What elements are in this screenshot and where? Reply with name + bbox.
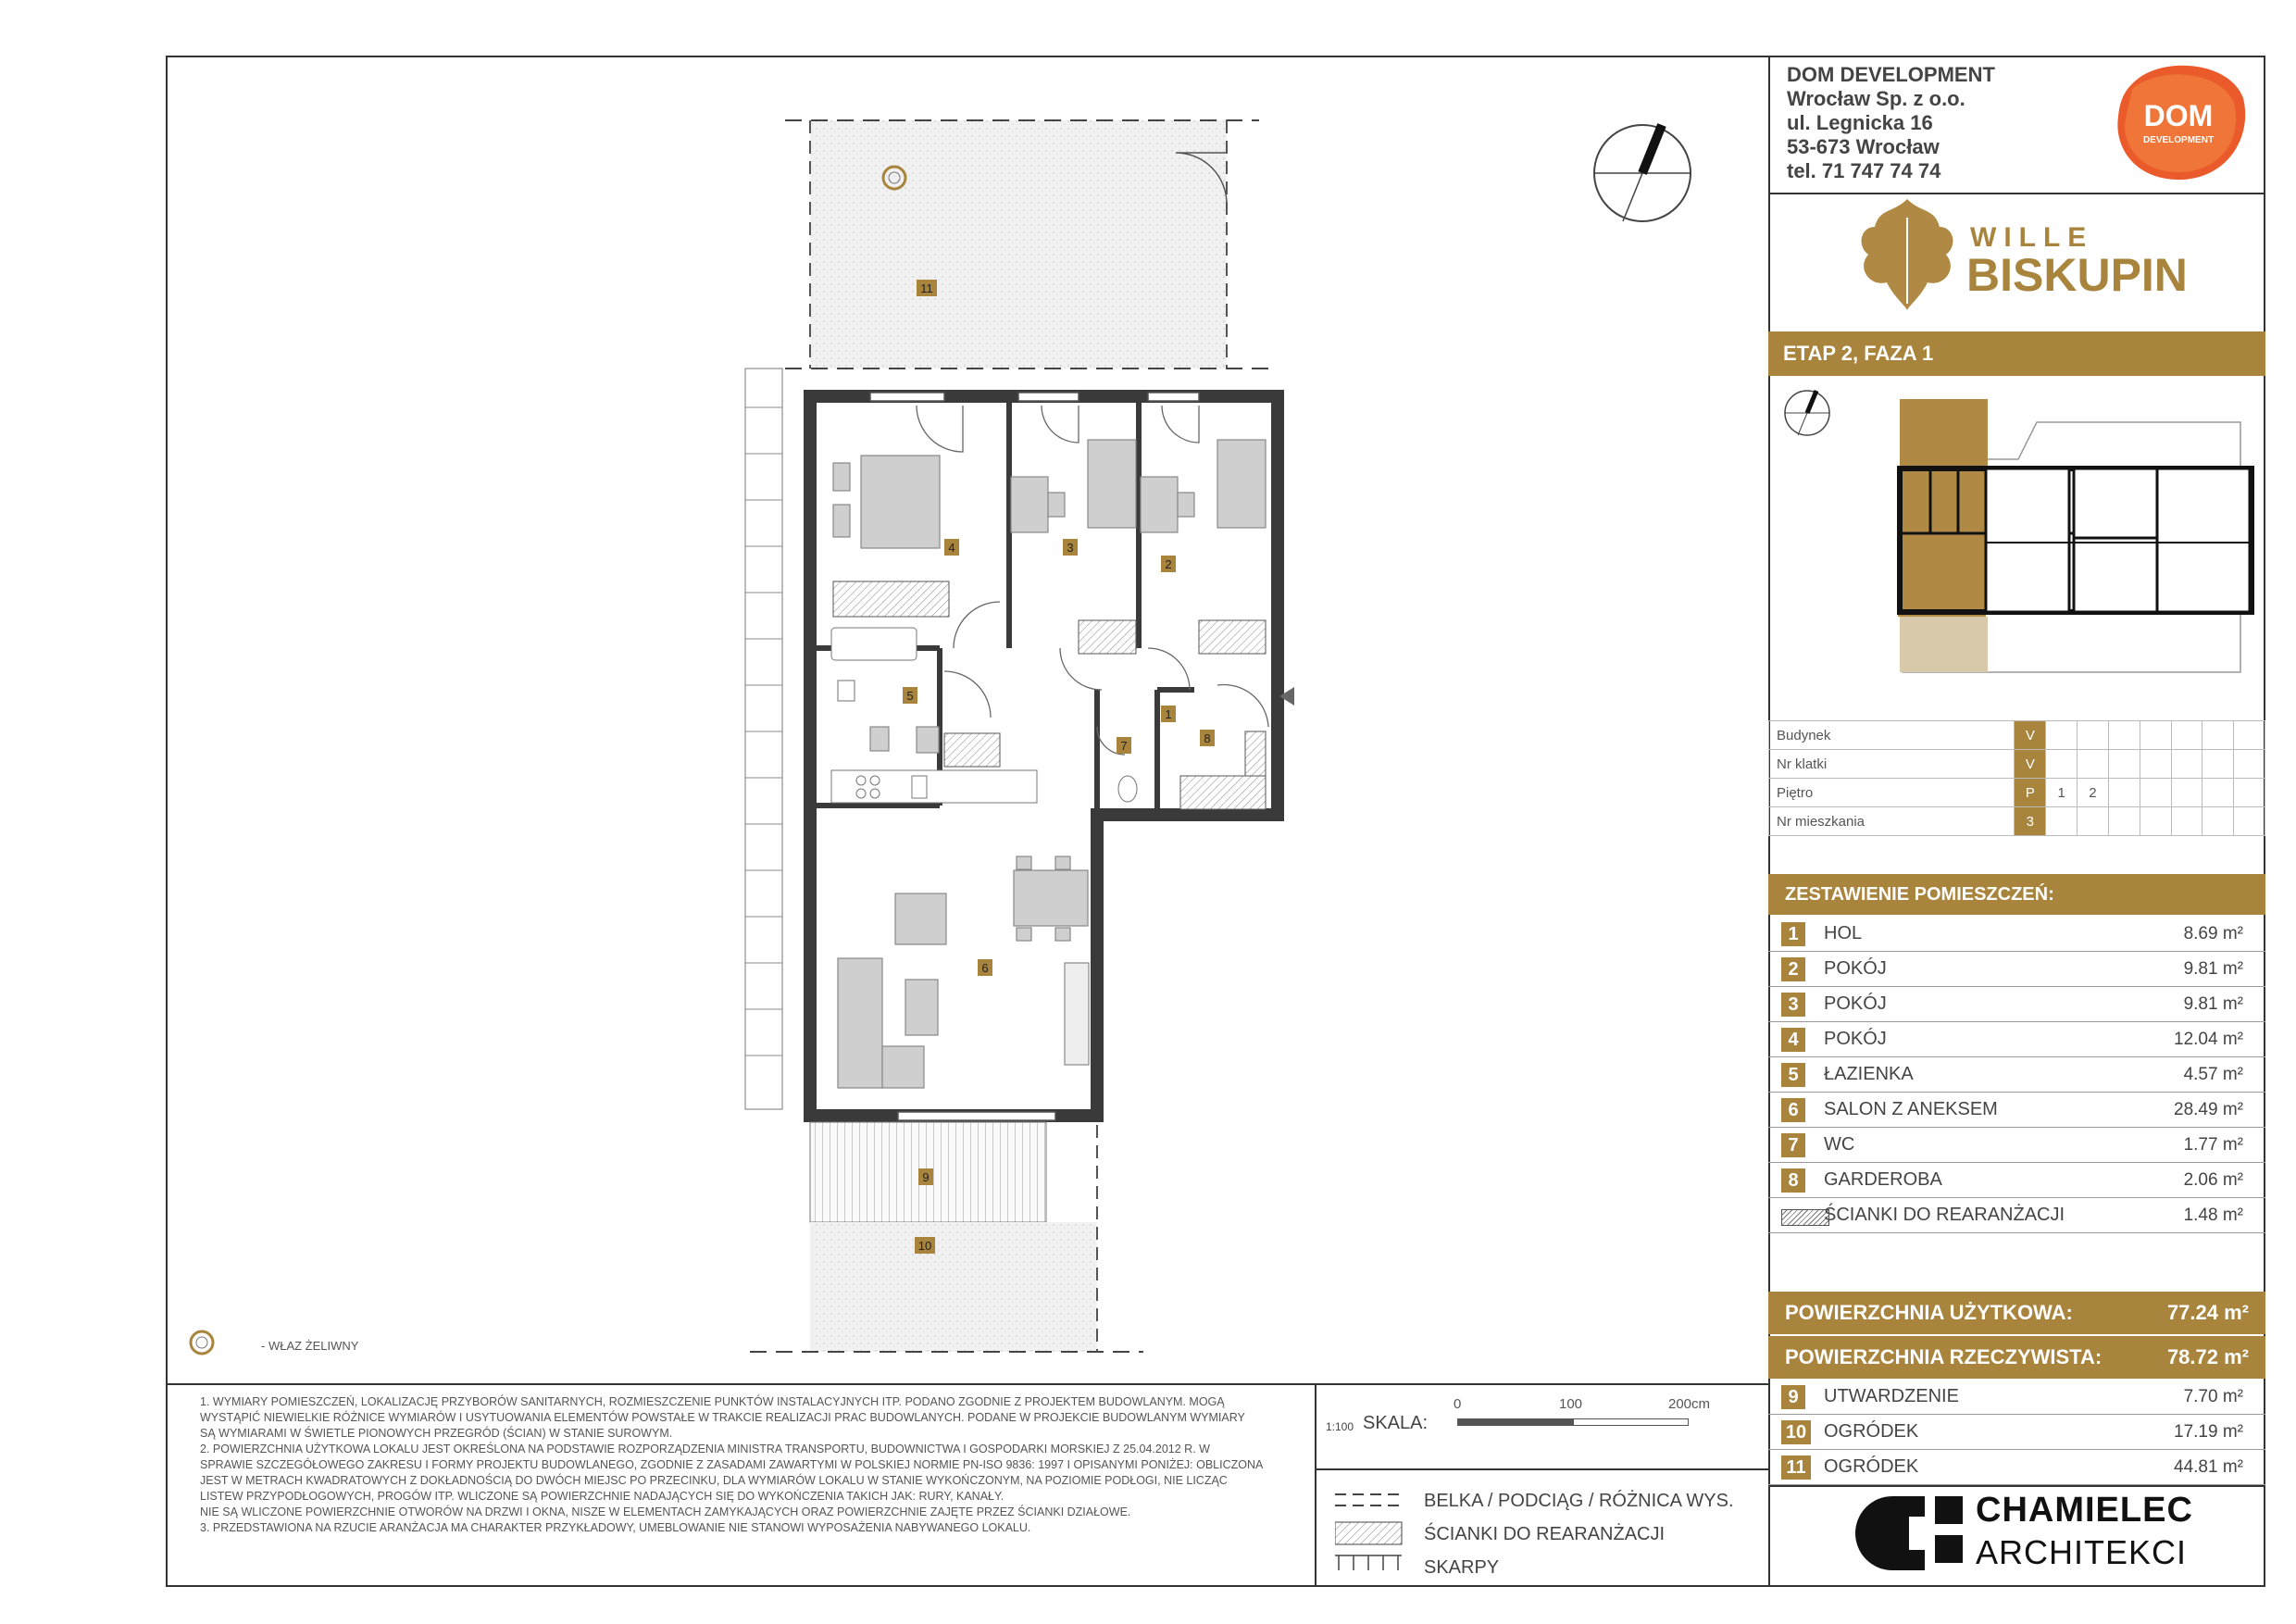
actual-label: POWIERZCHNIA RZECZYWISTA:	[1785, 1345, 2103, 1368]
garden-10	[810, 1222, 1097, 1352]
company-phone: tel. 71 747 74 74	[1787, 159, 1941, 182]
scale-label: SKALA:	[1363, 1413, 1429, 1433]
compass-icon	[1594, 125, 1691, 221]
svg-text:4: 4	[948, 541, 955, 555]
notes: 1. WYMIARY POMIESZCZEŃ, LOKALIZACJĘ PRZYBORÓW SANITARNYCH, ROZMIESZCZENIE PUNKTÓW INSTALACYJNYCH ITP. PODANO ZGODNIE Z PROJEKTEM BUDOWLANYM. MOGĄ WYSTĄPIĆ NIEWIELKIE RÓŻNICE WYMIARÓW I USYTUOWANIA ELEMENTÓW POWSTAŁE W TRAKCIE REALIZACJI PRAC BUDOWLANYCH. PODANE W PROJEKCIE BUDOWLANYM WYMIARY SĄ WYMIARAMI W ŚWIETLE PIONOWYCH PRZEGRÓD (ŚCIAN) W STANIE SUROWYM. 2. POWIERZCHNIA UŻYTKOWA LOKALU JEST OKREŚLONA NA PODSTAWIE ROZPORZĄDZENIA MINISTRA TRANSPORTU, BUDOWNICTWA I GOSPODARKI MORSKIEJ Z 25.04.2012 R. W SPRAWIE SZCZEGÓŁOWEGO ZAKRESU I FORMY PROJEKTU BUDOWLANEGO, ZGODNIE Z ZASADAMI ZAWARTYMI W POLSKIEJ NORMIE PN-ISO 9836: 1997 I OPISANYMI PONIŻEJ: OBLICZONA JEST W METRACH KWADRATOWYCH Z DOKŁADNOŚCIĄ DO DWÓCH MIEJSC PO PRZECINKU, DLA WYMIARÓW LOKALU W STANIE WYKOŃCZONYM, NA POZIOMIE PODŁOGI, NIE LICZĄC LISTEW PRZYPODŁOGOWYCH, PROGÓW ITP. WLICZONE SĄ POWIERZCHNIE NADAJĄCYCH SIĘ DO WYKOŃCZENIA TAKICH JAK: RURY, KANAŁY. NIE SĄ WLICZONE POWIERZCHNIE OTWORÓW NA DRZWI I OKNA, NISZE W ELEMENTACH ZAMYKAJĄCYCH ORAZ POWIERZCHNIE ZAJĘTE PRZEZ ŚCIANKI DZIAŁOWE. 3. PRZEDSTAWIONA NA RZUCIE ARANŻACJA MA CHARAKTER PRZYKŁADOWY, UMEBLOWANIE NIE STANOWI WYPOSAŻENIA NABYWANEGO LOKALU.	[200, 1395, 1264, 1534]
svg-text:2: 2	[1165, 557, 1172, 571]
svg-text:3: 3	[1067, 541, 1074, 555]
armchair	[895, 893, 946, 944]
location-table	[1768, 720, 2265, 836]
room-row: 6 SALON Z ANEKSEM 28.49 m²	[1768, 1093, 2265, 1128]
tag-8	[1200, 730, 1215, 746]
rooms-title: ZESTAWIENIE POMIESZCZEŃ:	[1768, 874, 2265, 915]
slope-left	[745, 369, 782, 1109]
actual-area-bar	[1768, 1336, 2265, 1379]
floor-p: P	[2015, 779, 2046, 807]
svg-text:DEVELOPMENT: DEVELOPMENT	[2142, 135, 2215, 145]
company-name: DOM DEVELOPMENT	[1787, 63, 1995, 86]
hatch-swatch	[1781, 1209, 1829, 1226]
building-label: Budynek	[1769, 721, 2015, 750]
floor-1: 1	[2046, 779, 2078, 807]
garden-11	[810, 120, 1227, 369]
scale-legend-box	[1315, 1383, 1770, 1587]
scale-prefix: 1:100	[1326, 1420, 1354, 1433]
outdoor-row: 11 OGRÓDEK 44.81 m²	[1768, 1450, 2265, 1485]
scale-t2: 200cm	[1668, 1396, 1711, 1412]
building-value: V	[2015, 721, 2046, 750]
room-row: 5 ŁAZIENKA 4.57 m²	[1768, 1057, 2265, 1093]
svg-text:10: 10	[917, 1239, 932, 1253]
scale-t0: 0	[1454, 1396, 1462, 1412]
svg-text:6: 6	[981, 961, 989, 975]
room-row: 2 POKÓJ 9.81 m²	[1768, 952, 2265, 987]
bed-room-2	[1217, 440, 1266, 528]
beam-legend-icon	[1335, 1494, 1404, 1505]
company-entity: Wrocław Sp. z o.o.	[1787, 87, 1965, 110]
outdoor-list	[1768, 1380, 2265, 1485]
company-info	[1787, 63, 1995, 183]
room-row: 7 WC 1.77 m²	[1768, 1128, 2265, 1163]
svg-text:9: 9	[922, 1170, 930, 1184]
stair-label: Nr klatki	[1769, 750, 2015, 779]
room-row: 1 HOL 8.69 m²	[1768, 917, 2265, 952]
manhole-legend: - WŁAZ ŻELIWNY	[261, 1339, 359, 1353]
svg-text:DOM: DOM	[2143, 99, 2214, 132]
chamielec-logo	[1855, 1491, 2193, 1575]
svg-text:8: 8	[1204, 731, 1211, 745]
tag-6	[978, 959, 992, 976]
legend-beam: BELKA / PODCIĄG / RÓŻNICA WYS.	[1424, 1491, 1734, 1511]
tag-10	[915, 1237, 935, 1254]
architect-line1: CHAMIELEC	[1976, 1491, 2193, 1530]
oak-leaf-icon	[1852, 194, 1963, 315]
tag-7	[1117, 737, 1131, 754]
scale-t1: 100	[1559, 1396, 1583, 1412]
desk-room-3	[1011, 477, 1048, 532]
usable-value: 77.24 m²	[2166, 1301, 2249, 1324]
outdoor-row: 10 OGRÓDEK 17.19 m²	[1768, 1415, 2265, 1450]
company-street: ul. Legnicka 16	[1787, 111, 1933, 134]
tag-4	[944, 539, 959, 556]
tag-2	[1161, 556, 1176, 572]
room-row: 8 GARDEROBA 2.06 m²	[1768, 1163, 2265, 1198]
wille-biskupin-logo	[1852, 194, 2188, 319]
tag-9	[918, 1168, 933, 1185]
coffee-table	[905, 980, 938, 1035]
project-line1: WILLE	[1970, 222, 2094, 253]
outdoor-row: 9 UTWARDZENIE 7.70 m²	[1768, 1380, 2265, 1415]
partition-legend-icon	[1335, 1522, 1402, 1544]
room-row: 3 POKÓJ 9.81 m²	[1768, 987, 2265, 1022]
usable-label: POWIERZCHNIA UŻYTKOWA:	[1785, 1301, 2073, 1324]
legend-slopes: SKARPY	[1424, 1557, 1500, 1578]
actual-value: 78.72 m²	[2166, 1345, 2249, 1368]
svg-text:5: 5	[906, 689, 914, 703]
legend-partitions: ŚCIANKI DO REARANŻACJI	[1424, 1524, 1666, 1544]
room-row: 4 POKÓJ 12.04 m²	[1768, 1022, 2265, 1057]
company-city: 53-673 Wrocław	[1787, 135, 1940, 158]
etap-bar: ETAP 2, FAZA 1	[1768, 331, 2265, 376]
key-compass-icon	[1785, 391, 1829, 435]
dining-table	[1014, 870, 1088, 926]
bed-room-4	[861, 456, 940, 548]
floor-2: 2	[2078, 779, 2109, 807]
tag-11	[917, 280, 937, 296]
architect-line2: ARCHITEKCI	[1976, 1533, 2188, 1571]
tag-3	[1063, 539, 1078, 556]
floor-label: Piętro	[1769, 779, 2015, 807]
flat-label: Nr mieszkania	[1769, 807, 2015, 836]
svg-text:11: 11	[920, 281, 933, 295]
dom-development-logo	[2109, 61, 2248, 181]
svg-text:7: 7	[1120, 739, 1128, 753]
scale-bar	[1457, 1418, 1573, 1426]
flat-value: 3	[2015, 807, 2046, 836]
sofa	[838, 958, 882, 1088]
usable-area-bar	[1768, 1292, 2265, 1334]
bed-room-3	[1088, 440, 1136, 528]
rooms-list	[1768, 917, 2265, 1233]
tag-5	[903, 687, 917, 704]
bathtub	[831, 628, 917, 660]
tag-1	[1161, 706, 1176, 722]
project-line2: BISKUPIN	[1966, 249, 2188, 301]
svg-text:1: 1	[1165, 707, 1172, 721]
partition-row: ŚCIANKI DO REARANŻACJI 1.48 m²	[1768, 1198, 2265, 1233]
slope-legend-icon	[1335, 1555, 1402, 1570]
key-plan	[1768, 376, 2265, 718]
stair-value: V	[2015, 750, 2046, 779]
